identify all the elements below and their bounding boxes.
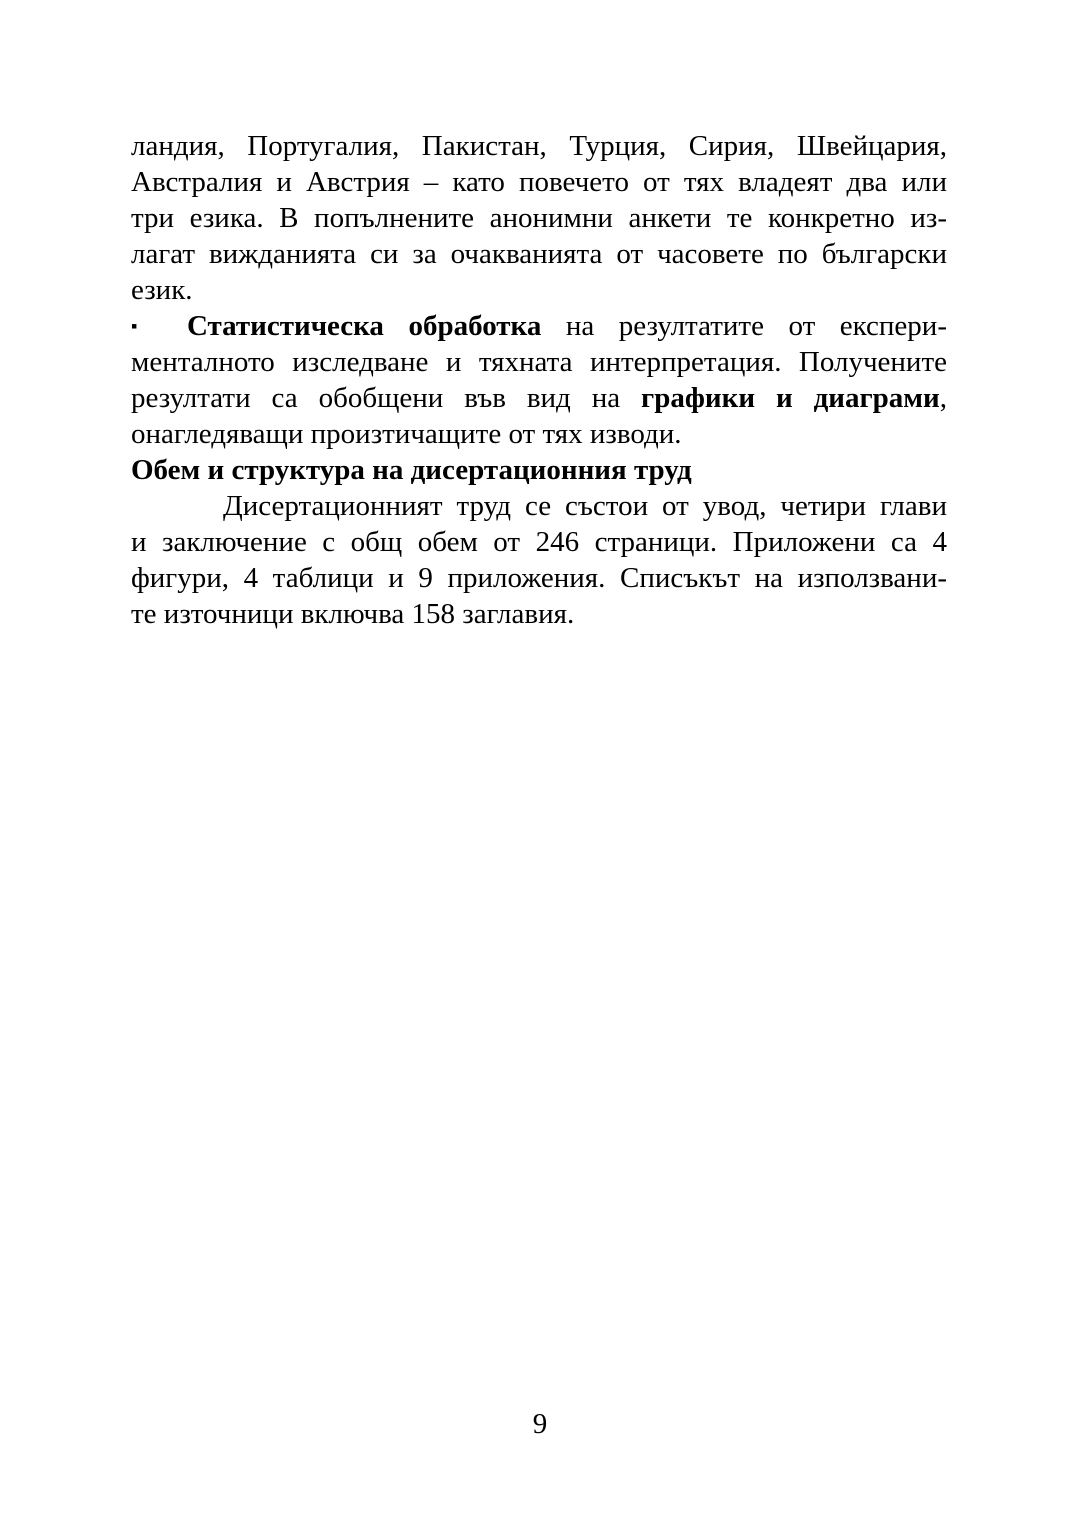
text-run: ,	[939, 382, 947, 414]
page-number: 9	[532, 1408, 548, 1440]
text-run: на резултатите от експери-	[541, 310, 947, 342]
text-line: език.	[131, 274, 193, 306]
page-body	[131, 128, 947, 632]
text-line	[131, 380, 947, 416]
text-run: резултати са обобщени във вид на	[131, 382, 642, 414]
text-line: менталното изследване и тяхната интерпретация. Получените	[131, 346, 947, 378]
bullet-item-statistics	[131, 308, 947, 452]
text-line: три езика. В попълнените анонимни анкети те конкретно из-	[131, 202, 947, 234]
paragraph-structure	[131, 488, 947, 632]
bullet-marker-icon: ▪	[131, 316, 138, 336]
text-line: те източници включва 158 заглавия.	[131, 598, 575, 630]
text-line: фигури, 4 таблици и 9 приложения. Списъкът на използвани-	[131, 562, 947, 594]
text-line: Австралия и Австрия – като повечето от тях владеят два или	[131, 166, 947, 198]
text-line: и заключение с общ обем от 246 страници. Приложени са 4	[131, 526, 947, 558]
text-line: онагледяващи произтичащите от тях изводи.	[131, 418, 682, 450]
text-line	[131, 308, 947, 344]
section-heading: Обем и структура на дисертационния труд	[131, 454, 692, 486]
bold-term: Статистическа обработка	[187, 310, 542, 342]
paragraph-countries	[131, 128, 947, 308]
bold-term: графики и диаграми	[641, 382, 940, 414]
text-line: Дисертационният труд се състои от увод, четири глави	[223, 490, 947, 522]
text-line: лагат вижданията си за очакванията от часовете по български	[131, 238, 947, 270]
text-line: ландия, Португалия, Пакистан, Турция, Сирия, Швейцария,	[131, 130, 947, 162]
